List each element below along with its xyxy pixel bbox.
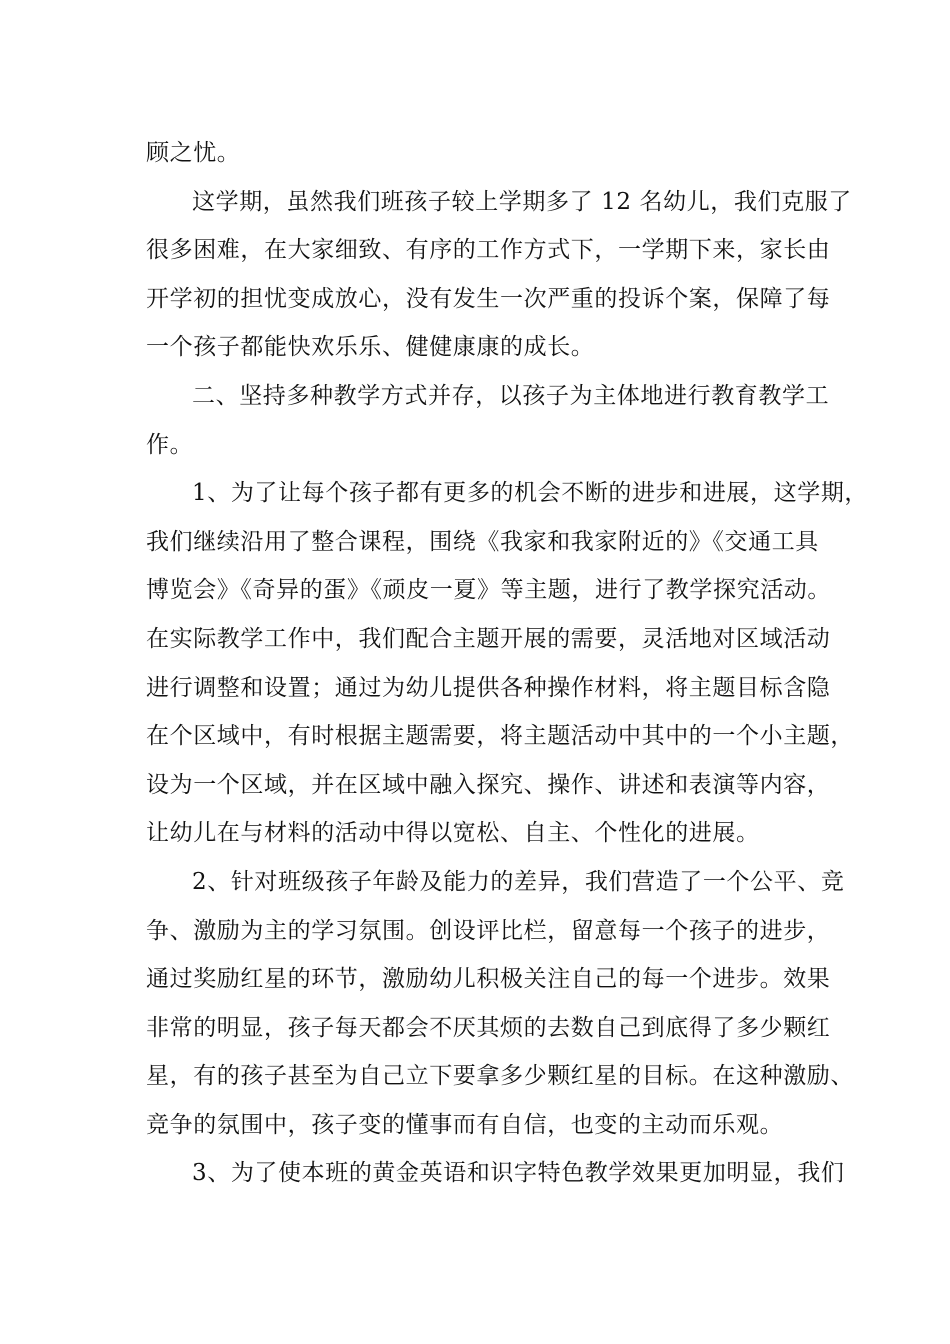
body-text	[146, 129, 869, 1198]
text-line: 博览会》《奇异的蛋》《顽皮一夏》等主题，进行了教学探究活动。	[146, 577, 831, 604]
text-line: 很多困难，在大家细致、有序的工作方式下，一学期下来，家长由	[146, 237, 831, 264]
text-line: 这学期，虽然我们班孩子较上学期多了 12 名幼儿，我们克服了	[192, 188, 852, 215]
text-line: 一个孩子都能快欢乐乐、健健康康的成长。	[146, 334, 595, 361]
text-line: 二、坚持多种教学方式并存，以孩子为主体地进行教育教学工	[192, 382, 830, 409]
text-line: 顾之忧。	[146, 140, 241, 166]
text-line: 让幼儿在与材料的活动中得以宽松、自主、个性化的进展。	[146, 820, 760, 847]
text-line: 进行调整和设置；通过为幼儿提供各种操作材料，将主题目标含隐	[146, 674, 831, 701]
text-line: 竞争的氛围中，孩子变的懂事而有自信，也变的主动而乐观。	[146, 1111, 784, 1138]
text-line: 星，有的孩子甚至为自己立下要拿多少颗红星的目标。在这种激励、	[146, 1063, 854, 1090]
text-line: 1、为了让每个孩子都有更多的机会不断的进步和进展，这学期，	[192, 480, 869, 507]
text-line: 在个区域中，有时根据主题需要，将主题活动中其中的一个小主题，	[146, 723, 854, 750]
text-line: 作。	[146, 431, 194, 458]
text-line: 我们继续沿用了整合课程，围绕《我家和我家附近的》《交通工具	[146, 528, 819, 555]
text-line: 设为一个区域，并在区域中融入探究、操作、讲述和表演等内容，	[146, 771, 831, 798]
text-line: 开学初的担忧变成放心，没有发生一次严重的投诉个案，保障了每	[146, 285, 831, 312]
text-line: 3、为了使本班的黄金英语和识字特色教学效果更加明显，我们	[192, 1160, 845, 1187]
text-line: 非常的明显，孩子每天都会不厌其烦的去数自己到底得了多少颗红	[146, 1014, 831, 1041]
text-line: 在实际教学工作中，我们配合主题开展的需要，灵活地对区域活动	[146, 625, 831, 652]
text-line: 通过奖励红星的环节，激励幼儿积极关注自己的每一个进步。效果	[146, 966, 831, 993]
text-line: 争、激励为主的学习氛围。创设评比栏，留意每一个孩子的进步，	[146, 917, 831, 944]
text-line: 2、针对班级孩子年龄及能力的差异，我们营造了一个公平、竞	[192, 868, 845, 895]
